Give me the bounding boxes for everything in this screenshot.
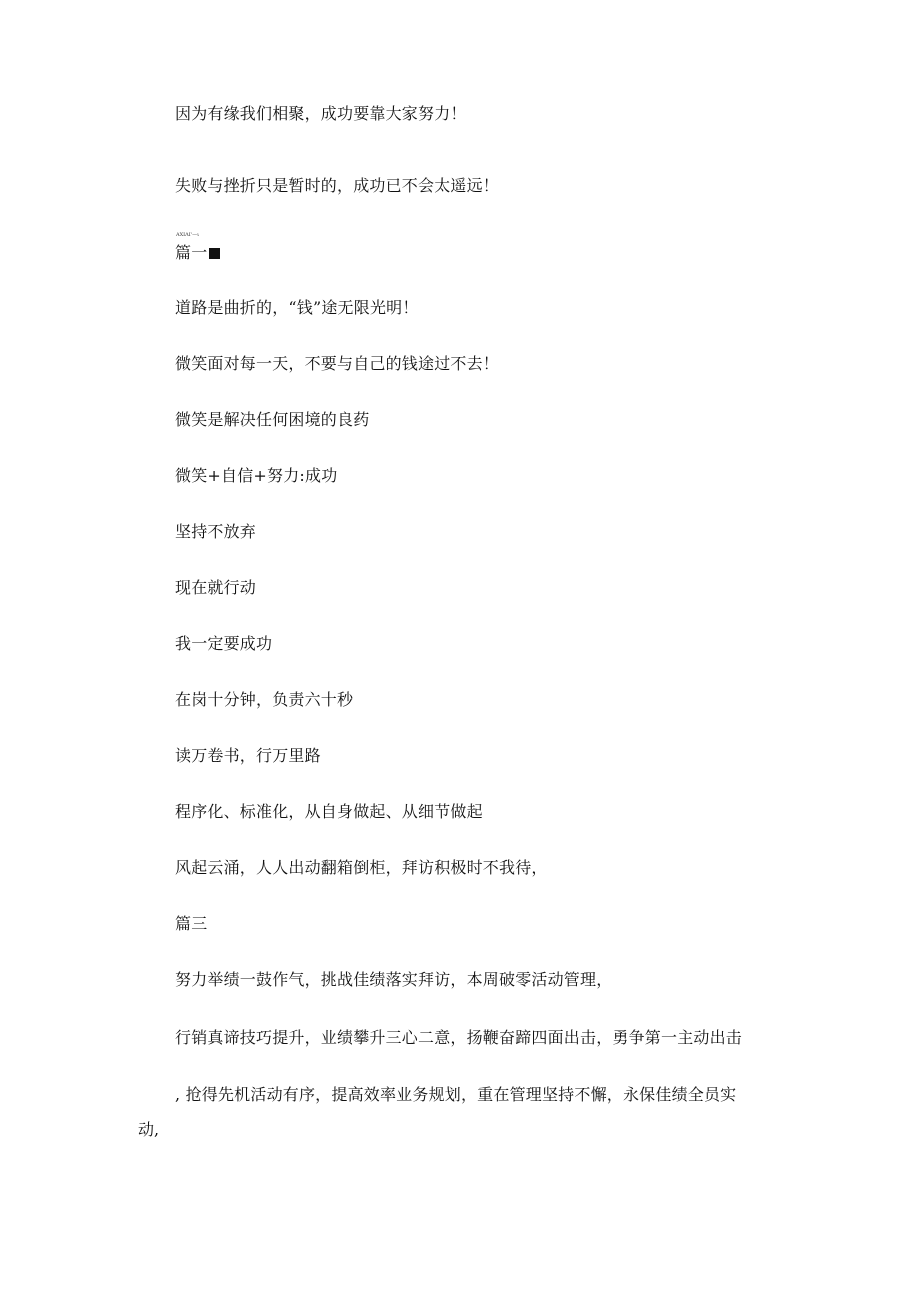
text-line-15: 行销真谛技巧提升，业绩攀升三心二意，扬鞭奋蹄四面出击，勇争第一主动出击 [175,1028,743,1047]
text-line-13: 风起云涌，人人出动翻箱倒柜，拜访积极时不我待， [175,858,548,877]
section-heading-1 [175,243,220,263]
text-line-8: 现在就行动 [175,578,257,597]
section-heading-1-text: 篇一 [175,243,208,262]
text-line-10: 在岗十分钟，负责六十秒 [175,690,354,709]
text-line-2: 失败与挫折只是暂时的，成功已不会太遥远！ [175,176,500,195]
text-line-5: 微笑是解决任何困境的良药 [175,410,370,429]
text-line-12: 程序化、标准化，从自身做起、从细节做起 [175,802,483,821]
text-line-17: 动, [138,1120,160,1139]
text-line-3: 道路是曲折的，“钱”途无限光明！ [175,298,419,317]
text-line-6: 微笑+自信+努力:成功 [175,466,338,485]
text-line-7: 坚持不放弃 [175,522,257,541]
text-line-16: , 抢得先机活动有序，提高效率业务规划，重在管理坚持不懈，永保佳绩全员实 [175,1085,737,1104]
text-line-4: 微笑面对每一天，不要与自己的钱途过不去！ [175,354,500,373]
tiny-note: ΑΧΙΛΙ'—ι [176,232,200,238]
black-square-icon [209,248,220,259]
text-line-14: 努力举绩一鼓作气，挑战佳绩落实拜访，本周破零活动管理， [175,970,613,989]
text-line-11: 读万卷书，行万里路 [175,746,321,765]
section-heading-3: 篇三 [175,914,208,933]
text-line-9: 我一定要成功 [175,634,273,653]
text-line-1: 因为有缘我们相聚，成功要靠大家努力！ [175,104,467,123]
